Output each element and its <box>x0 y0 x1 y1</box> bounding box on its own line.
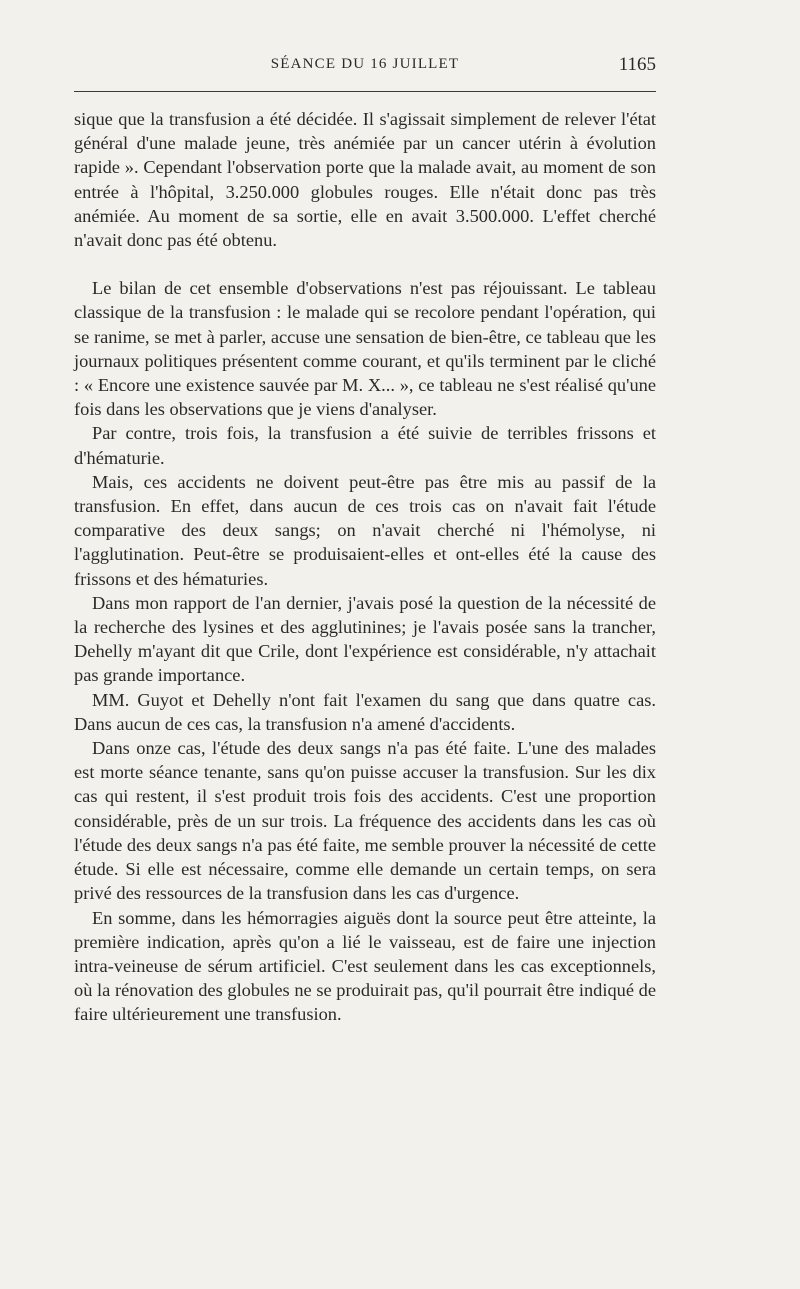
page-number: 1165 <box>618 54 656 75</box>
paragraph: Le bilan de cet ensemble d'observations n'est pas réjouissant. Le tableau classique de la transfusion : le malade qui se recolore pendant l'opération, qui se ranime, se met à parler, accuse une sensation de bien-être, ce tableau que les journaux politiques présentent comme courant, et qu'ils terminent par le cliché : « Encore une existence sauvée par M. X... », ce tableau ne s'est réalisé qu'une fois dans les observations que je viens d'analyser. <box>74 278 656 420</box>
paragraph: MM. Guyot et Dehelly n'ont fait l'examen du sang que dans quatre cas. Dans aucun de ces cas, la transfusion n'a amené d'accidents. <box>74 689 656 734</box>
paragraph: Par contre, trois fois, la transfusion a été suivie de terribles frissons et d'hématurie. <box>74 423 656 468</box>
header-rule <box>74 91 656 92</box>
paragraph: Mais, ces accidents ne doivent peut-être pas être mis au passif de la transfusion. En effet, dans aucun de ces trois cas on n'avait fait l'étude comparative des deux sangs; on n'avait cherché ni l'hémolyse, ni l'agglutination. Peut-être se produisaient-elles et ont-elles été la cause des frissons et des hématuries. <box>74 471 656 589</box>
running-head <box>74 54 656 80</box>
paragraph-continuation: sique que la transfusion a été décidée. Il s'agissait simplement de relever l'état général d'une malade jeune, très anémiée par un cancer utérin à évolution rapide ». Cependant l'observation porte que la malade avait, au moment de son entrée à l'hôpital, 3.250.000 globules rouges. Elle n'était donc pas très anémiée. Au moment de sa sortie, elle en avait 3.500.000. L'effet cherché n'avait donc pas été obtenu. <box>74 109 656 251</box>
section-gap <box>74 252 656 276</box>
paragraph: En somme, dans les hémorragies aiguës dont la source peut être atteinte, la première indication, après qu'on a lié le vaisseau, est de faire une injection intra-veineuse de sérum artificiel. C'est seulement dans les cas exceptionnels, où la rénovation des globules ne se produirait pas, qu'il pourrait être indiqué de faire ultérieurement une transfusion. <box>74 907 656 1025</box>
paragraph: Dans onze cas, l'étude des deux sangs n'a pas été faite. L'une des malades est morte séance tenante, sans qu'on puisse accuser la transfusion. Sur les dix cas qui restent, il s'est produit trois fois des accidents. C'est une proportion considérable, près de un sur trois. La fréquence des accidents dans les cas où l'étude des deux sangs n'a pas été faite, me semble prouver la nécessité de cette étude. Si elle est nécessaire, comme elle demande un certain temps, on sera privé des ressources de la transfusion dans les cas d'urgence. <box>74 738 656 904</box>
paragraph: Dans mon rapport de l'an dernier, j'avais posé la question de la nécessité de la recherche des lysines et des agglutinines; je l'avais posée sans la trancher, Dehelly m'ayant dit que Crile, dont l'expérience est considérable, n'y attachait pas grande importance. <box>74 592 656 686</box>
running-title: SÉANCE DU 16 JUILLET <box>270 56 460 72</box>
body-text <box>74 107 656 1027</box>
